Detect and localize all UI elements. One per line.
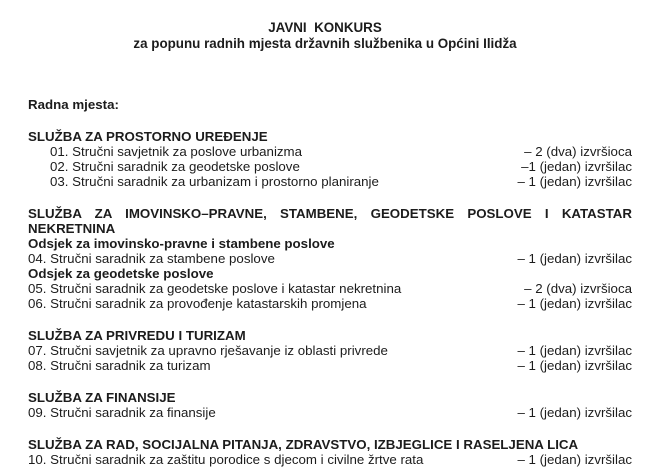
job-item-count: – 1 (jedan) izvršilac: [517, 358, 632, 373]
job-item-count: – 1 (jedan) izvršilac: [517, 405, 632, 420]
job-item-row-06: [28, 296, 632, 311]
job-item-row-05: [28, 281, 632, 296]
job-item-row-08: [28, 358, 632, 373]
job-item-count: – 1 (jedan) izvršilac: [517, 452, 632, 467]
section-heading: SLUŽBA ZA IMOVINSKO–PRAVNE, STAMBENE, GEODETSKE POSLOVE I KATASTAR NEKRETNINA: [28, 206, 632, 236]
section-heading: SLUŽBA ZA PROSTORNO UREĐENJE: [28, 129, 268, 144]
job-item-count: – 2 (dva) izvršioca: [524, 281, 632, 296]
subsection-heading: Odsjek za geodetske poslove: [28, 266, 214, 281]
job-item-count: – 2 (dva) izvršioca: [524, 144, 632, 159]
job-item-text: 08. Stručni saradnik za turizam: [28, 358, 211, 373]
job-item-row-09: [28, 405, 632, 420]
intro-label: Radna mjesta:: [28, 97, 119, 112]
section-heading: SLUŽBA ZA PRIVREDU I TURIZAM: [28, 328, 246, 343]
section-rad-socijalna-pitanja: [28, 437, 632, 467]
job-item-row-07: [28, 343, 632, 358]
job-item-text: 07. Stručni savjetnik za upravno rješavanje iz oblasti privrede: [28, 343, 388, 358]
section-finansije: [28, 390, 632, 420]
section-prostorno-uredjenje: [28, 129, 632, 189]
section-imovinsko-pravne: [28, 206, 632, 311]
job-item-text: 09. Stručni saradnik za finansije: [28, 405, 216, 420]
document-header: [0, 0, 650, 52]
document-title: JAVNI KONKURS: [268, 20, 382, 35]
job-item-count: –1 (jedan) izvršilac: [521, 159, 632, 174]
subsection-heading: Odsjek za imovinsko-pravne i stambene poslove: [28, 236, 335, 251]
job-item-text: 05. Stručni saradnik za geodetske poslove i katastar nekretnina: [28, 281, 402, 296]
job-item-text: 04. Stručni saradnik za stambene poslove: [28, 251, 275, 266]
document-body: [0, 97, 650, 467]
job-item-text: 01. Stručni savjetnik za poslove urbanizma: [50, 144, 303, 159]
job-item-text: 06. Stručni saradnik za provođenje katastarskih promjena: [28, 296, 367, 311]
job-item-row-01: [28, 144, 632, 159]
job-item-row-03: [28, 174, 632, 189]
section-privreda-turizam: [28, 328, 632, 373]
job-item-count: – 1 (jedan) izvršilac: [517, 343, 632, 358]
job-item-text: 02. Stručni saradnik za geodetske poslove: [50, 159, 300, 174]
job-item-row-02: [28, 159, 632, 174]
job-item-count: – 1 (jedan) izvršilac: [517, 174, 632, 189]
job-item-count: – 1 (jedan) izvršilac: [517, 251, 632, 266]
job-item-row-10: [28, 452, 632, 467]
section-heading: SLUŽBA ZA RAD, SOCIJALNA PITANJA, ZDRAVSTVO, IZBJEGLICE I RASELJENA LICA: [28, 437, 579, 452]
job-item-count: – 1 (jedan) izvršilac: [517, 296, 632, 311]
document-subtitle: za popunu radnih mjesta državnih službenika u Općini Ilidža: [133, 36, 517, 51]
job-item-text: 10. Stručni saradnik za zaštitu porodice s djecom i civilne žrtve rata: [28, 452, 424, 467]
job-item-row-04: [28, 251, 632, 266]
job-item-text: 03. Stručni saradnik za urbanizam i prostorno planiranje: [50, 174, 379, 189]
section-heading: SLUŽBA ZA FINANSIJE: [28, 390, 176, 405]
